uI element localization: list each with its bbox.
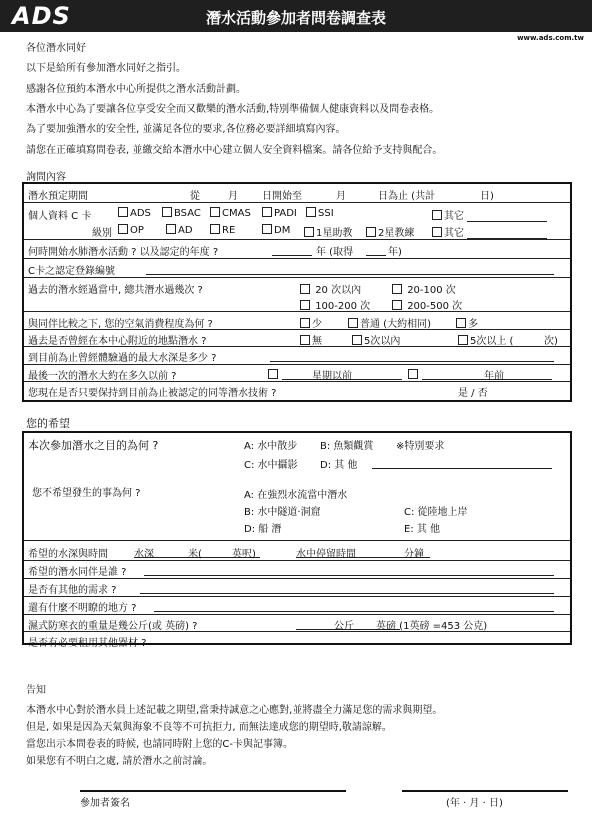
personal-label: 個人資料 C 卡 bbox=[28, 211, 92, 222]
level-option[interactable] bbox=[262, 224, 290, 236]
years-text: 年前 bbox=[484, 371, 504, 382]
card-label: SSI bbox=[318, 208, 334, 219]
card-label: CMAS bbox=[222, 208, 251, 219]
level-text: 2星教練 bbox=[378, 228, 415, 239]
kg-text: 公斤 bbox=[334, 621, 354, 632]
checkbox[interactable] bbox=[432, 210, 442, 220]
weeks-text: 星期以前 bbox=[312, 371, 352, 382]
checkbox[interactable] bbox=[262, 207, 272, 217]
dive-count-option[interactable] bbox=[392, 297, 462, 312]
purpose-other-field[interactable] bbox=[372, 456, 552, 469]
avoid-option-e[interactable]: E: 其 他 bbox=[404, 524, 441, 535]
level-option[interactable] bbox=[166, 224, 193, 236]
air-option[interactable] bbox=[300, 315, 322, 330]
period-label: 潛水預定期間 bbox=[28, 191, 88, 202]
intro-line: 本潛水中心為了要讓各位享受安全而又歡樂的潛水活動,特別準備個人健康資料以及問卷表格。 bbox=[26, 104, 440, 115]
intro-line: 以下是給所有參加潛水同好之指引。 bbox=[26, 63, 186, 74]
level-option[interactable] bbox=[304, 224, 352, 239]
checkbox[interactable] bbox=[262, 224, 272, 234]
level-text: AD bbox=[178, 225, 193, 236]
c-card-number-field[interactable] bbox=[146, 262, 554, 275]
checkbox[interactable] bbox=[268, 369, 278, 379]
checkbox[interactable] bbox=[352, 335, 362, 345]
row-divider bbox=[24, 364, 570, 365]
checkbox[interactable] bbox=[392, 300, 402, 310]
max-depth-field[interactable] bbox=[270, 349, 554, 362]
checkbox[interactable] bbox=[210, 224, 220, 234]
wetsuit-weight-label: 濕式防寒衣的重量是幾公斤(或 英磅) ? bbox=[28, 621, 198, 632]
avoid-label: 您不希望發生的事為何 ? bbox=[32, 488, 141, 499]
row-divider bbox=[24, 381, 570, 382]
card-label: 其它 bbox=[444, 211, 464, 222]
checkbox[interactable] bbox=[392, 284, 402, 294]
checkbox[interactable] bbox=[456, 318, 466, 328]
checkbox[interactable] bbox=[162, 207, 172, 217]
depth-text: 水深 bbox=[134, 549, 154, 560]
checkbox[interactable] bbox=[408, 369, 418, 379]
lb-text: 英磅 (1英磅 =453 公克) bbox=[376, 621, 488, 632]
date-line[interactable] bbox=[402, 790, 568, 792]
minutes-text: 分鐘 bbox=[404, 549, 424, 560]
level-text: RE bbox=[222, 225, 236, 236]
level-label: 級別 bbox=[92, 228, 112, 239]
date-label: (年 ‧ 月 ‧ 日) bbox=[446, 798, 503, 809]
card-option[interactable] bbox=[118, 207, 151, 219]
purpose-option-d[interactable]: D: 其 他 bbox=[320, 460, 358, 471]
level-option[interactable] bbox=[366, 224, 414, 239]
notice-line: 本潛水中心對於潛水員上述記載之期望,當秉持誠意之心應對,並將盡全力滿足您的需求與期望。 bbox=[26, 705, 443, 716]
period-month: 月 bbox=[228, 191, 238, 202]
checkbox[interactable] bbox=[300, 300, 310, 310]
dive-count-option[interactable] bbox=[300, 297, 370, 312]
dive-count-option[interactable] bbox=[392, 281, 456, 296]
signature-label: 參加者簽名 bbox=[80, 798, 130, 809]
row-divider bbox=[24, 631, 570, 632]
level-text: OP bbox=[130, 225, 144, 236]
checkbox[interactable] bbox=[300, 335, 310, 345]
depth-time-label: 希望的水深與時間 bbox=[28, 549, 108, 560]
local-dive-label: 過去是否曾經在本中心附近的地點潛水 ? bbox=[28, 336, 207, 347]
level-option[interactable] bbox=[118, 224, 144, 236]
checkbox[interactable] bbox=[118, 207, 128, 217]
yes-no-choice[interactable]: 是 / 否 bbox=[458, 388, 488, 399]
checkbox[interactable] bbox=[458, 335, 468, 345]
period-month: 月 bbox=[336, 191, 346, 202]
option-text: 少 bbox=[312, 319, 322, 330]
card-option[interactable] bbox=[262, 207, 297, 219]
row-divider bbox=[24, 596, 570, 597]
notice-line: 如果您有不明白之處, 請於潛水之前討論。 bbox=[26, 756, 213, 767]
card-label: BSAC bbox=[174, 208, 201, 219]
checkbox[interactable] bbox=[166, 224, 176, 234]
depth-unit-ft: 英呎) bbox=[232, 549, 256, 560]
stay-time-label: 水中停留時間 bbox=[296, 549, 356, 560]
questions-label: 還有什麼不明瞭的地方 ? bbox=[28, 603, 137, 614]
row-divider bbox=[24, 540, 570, 541]
option-text: 多 bbox=[468, 319, 478, 330]
avoid-option-c[interactable]: C: 從陸地上岸 bbox=[404, 507, 468, 518]
row-divider bbox=[24, 560, 570, 561]
air-option[interactable] bbox=[456, 315, 478, 330]
period-from: 從 bbox=[190, 191, 200, 202]
period-day-end: 日為止 (共計 bbox=[378, 191, 436, 202]
checkbox[interactable] bbox=[348, 318, 358, 328]
checkbox[interactable] bbox=[304, 227, 314, 237]
form-title: 潛水活動參加者問卷調查表 bbox=[205, 9, 386, 27]
avoid-option-d[interactable]: D: 船 潛 bbox=[244, 524, 282, 535]
skill-level-label: 您現在是否只要保持到目前為止被認定的同等潛水技術 ? bbox=[28, 388, 277, 399]
start-year-label: 何時開始水肺潛水活動 ? 以及認定的年度 ? bbox=[28, 247, 219, 258]
local-option[interactable] bbox=[458, 332, 513, 347]
checkbox[interactable] bbox=[118, 224, 128, 234]
max-depth-label: 到目前為止曾經體驗過的最大水深是多少 ? bbox=[28, 353, 217, 364]
notice-line: 當您出示本問卷表的時候, 也請同時附上您的C-卡與記事簿。 bbox=[26, 739, 293, 750]
level-text: 其它 bbox=[444, 228, 464, 239]
website-url: www.ads.com.tw bbox=[517, 34, 584, 42]
special-request-note: ※特別要求 bbox=[396, 441, 445, 452]
checkbox[interactable] bbox=[306, 207, 316, 217]
option-text: 無 bbox=[312, 336, 322, 347]
level-text: DM bbox=[274, 225, 291, 236]
option-text: 普通 (大約相同) bbox=[360, 319, 431, 330]
local-option[interactable] bbox=[352, 332, 400, 347]
option-text: 5次以上 ( bbox=[470, 336, 514, 347]
dive-count-option[interactable] bbox=[300, 281, 361, 296]
row-divider bbox=[24, 258, 570, 259]
section-heading: 您的希望 bbox=[26, 417, 70, 430]
section-heading: 詢問內容 bbox=[26, 172, 66, 183]
dive-count-label: 過去的潛水經過當中, 總共潛水過幾次 ? bbox=[28, 285, 203, 296]
air-consumption-label: 與同伴比較之下, 您的空氣消費程度為何 ? bbox=[28, 319, 213, 330]
air-option[interactable] bbox=[348, 315, 431, 330]
other-requests-label: 是否有其他的需求 ? bbox=[28, 585, 117, 596]
level-text: 1星助教 bbox=[316, 228, 353, 239]
last-dive-label: 最後一次的潛水大約在多久以前 ? bbox=[28, 371, 177, 382]
local-option[interactable] bbox=[300, 332, 322, 347]
other-field[interactable] bbox=[467, 221, 547, 222]
rental-label: 是否有必要租用其他器材 ? bbox=[28, 638, 147, 649]
option-text: 100-200 次 bbox=[315, 301, 371, 312]
row-divider bbox=[24, 346, 570, 347]
row-divider bbox=[24, 277, 570, 278]
buddy-label: 希望的潛水同伴是誰 ? bbox=[28, 567, 127, 578]
period-days: 日) bbox=[480, 191, 494, 202]
card-option[interactable] bbox=[162, 207, 201, 219]
intro-line: 為了要加強潛水的安全性, 並滿足各位的要求,各位務必要詳細填寫內容。 bbox=[26, 124, 346, 135]
header-bar bbox=[0, 0, 592, 32]
option-text: 200-500 次 bbox=[407, 301, 463, 312]
option-text: 20-100 次 bbox=[407, 285, 456, 296]
period-day-start: 日開始至 bbox=[262, 191, 302, 202]
purpose-option-b[interactable]: B: 魚類觀賞 bbox=[320, 441, 374, 452]
checkbox[interactable] bbox=[210, 207, 220, 217]
checkbox[interactable] bbox=[432, 227, 442, 237]
card-option-other[interactable] bbox=[432, 207, 547, 222]
intro-line: 請您在正確填寫問卷表, 並繳交給本潛水中心建立個人安全資料檔案。請各位給予支持與配合。 bbox=[26, 145, 443, 156]
card-label: ADS bbox=[130, 208, 151, 219]
checkbox[interactable] bbox=[300, 284, 310, 294]
card-option[interactable] bbox=[210, 207, 251, 219]
local-option-suffix: 次) bbox=[544, 336, 558, 347]
row-divider bbox=[24, 614, 570, 615]
start-year-text: 年 (取得 bbox=[316, 247, 354, 258]
intro-greeting: 各位潛水同好 bbox=[26, 43, 86, 54]
signature-line[interactable] bbox=[80, 790, 346, 792]
cert-year-text: 年) bbox=[388, 247, 402, 258]
row-divider bbox=[24, 202, 570, 203]
buddy-field[interactable] bbox=[144, 563, 554, 576]
checkbox[interactable] bbox=[300, 318, 310, 328]
questions-field[interactable] bbox=[154, 599, 554, 612]
card-label: PADI bbox=[274, 208, 297, 219]
other-requests-field[interactable] bbox=[140, 581, 554, 594]
purpose-label: 本次參加潛水之目的為何 ? bbox=[28, 439, 159, 452]
avoid-option-a[interactable]: A: 在強烈水流當中潛水 bbox=[244, 490, 348, 501]
cert-year-field[interactable] bbox=[366, 243, 386, 256]
start-year-field[interactable] bbox=[272, 243, 312, 256]
avoid-option-b[interactable]: B: 水中隧道‧洞窟 bbox=[244, 507, 321, 518]
option-text: 20 次以內 bbox=[315, 285, 362, 296]
level-option[interactable] bbox=[210, 224, 235, 236]
level-option-other[interactable] bbox=[432, 224, 547, 239]
intro-line: 感謝各位預約本潛水中心所提供之潛水活動計劃。 bbox=[26, 84, 246, 95]
depth-unit-m: 米( bbox=[188, 549, 202, 560]
option-text: 5次以內 bbox=[364, 336, 401, 347]
c-card-number-label: C卡之認定登錄編號 bbox=[28, 266, 115, 277]
row-divider bbox=[24, 329, 570, 330]
notice-line: 但是, 如果是因為天氣與海象不良等不可抗拒力, 而無法達成您的期望時,敬請諒解。 bbox=[26, 722, 392, 733]
purpose-option-a[interactable]: A: 水中散步 bbox=[244, 441, 298, 452]
row-divider bbox=[24, 578, 570, 579]
row-divider bbox=[24, 239, 570, 240]
row-divider bbox=[24, 311, 570, 312]
purpose-option-c[interactable]: C: 水中攝影 bbox=[244, 460, 298, 471]
notice-heading: 告知 bbox=[26, 685, 46, 696]
card-option[interactable] bbox=[306, 207, 334, 219]
ads-logo: ADS bbox=[12, 2, 71, 30]
checkbox[interactable] bbox=[366, 227, 376, 237]
